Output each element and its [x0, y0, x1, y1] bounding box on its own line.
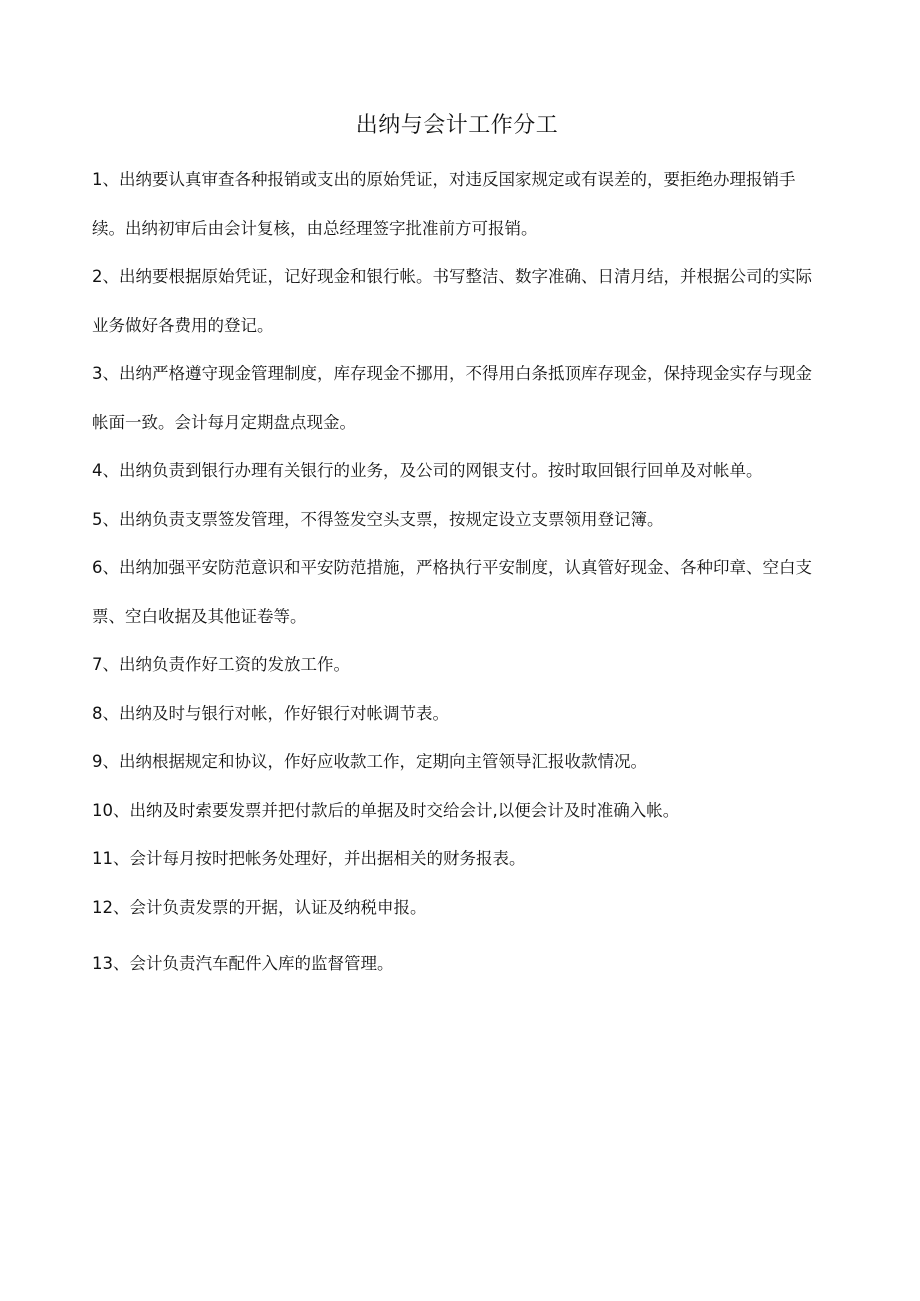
duty-item-2: 2、出纳要根据原始凭证，记好现金和银行帐。书写整洁、数字准确、日清月结，并根据公司的实际业务做好各费用的登记。 [92, 267, 812, 335]
duty-item-5: 5、出纳负责支票签发管理，不得签发空头支票，按规定设立支票领用登记簿。 [92, 509, 664, 529]
duty-item-11: 11、会计每月按时把帐务处理好，并出据相关的财务报表。 [92, 849, 526, 868]
duty-item-13: 13、会计负责汽车配件入库的监督管理。 [92, 954, 394, 973]
duty-item-10: 10、出纳及时索要发票并把付款后的单据及时交给会计,以便会计及时准确入帐。 [92, 800, 680, 820]
duty-item-3: 3、出纳严格遵守现金管理制度，库存现金不挪用，不得用白条抵顶库存现金，保持现金实存与现金帐面一致。会计每月定期盘点现金。 [92, 364, 812, 432]
duty-item-12: 12、会计负责发票的开据，认证及纳税申报。 [92, 897, 427, 917]
document-title: 出纳与会计工作分工 [355, 113, 559, 138]
duty-item-4: 4、出纳负责到银行办理有关银行的业务，及公司的网银支付。按时取回银行回单及对帐单。 [92, 461, 763, 480]
duty-item-6: 6、出纳加强平安防范意识和平安防范措施，严格执行平安制度，认真管好现金、各种印章、空白支票、空白收据及其他证卷等。 [92, 558, 812, 626]
duty-list [92, 156, 818, 989]
duty-item-7: 7、出纳负责作好工资的发放工作。 [92, 655, 350, 674]
duty-item-9: 9、出纳根据规定和协议，作好应收款工作，定期向主管领导汇报收款情况。 [92, 752, 647, 771]
duty-item-8: 8、出纳及时与银行对帐，作好银行对帐调节表。 [92, 703, 449, 723]
duty-item-1: 1、出纳要认真审查各种报销或支出的原始凭证，对违反国家规定或有误差的，要拒绝办理报销手续。出纳初审后由会计复核，由总经理签字批准前方可报销。 [92, 170, 796, 238]
